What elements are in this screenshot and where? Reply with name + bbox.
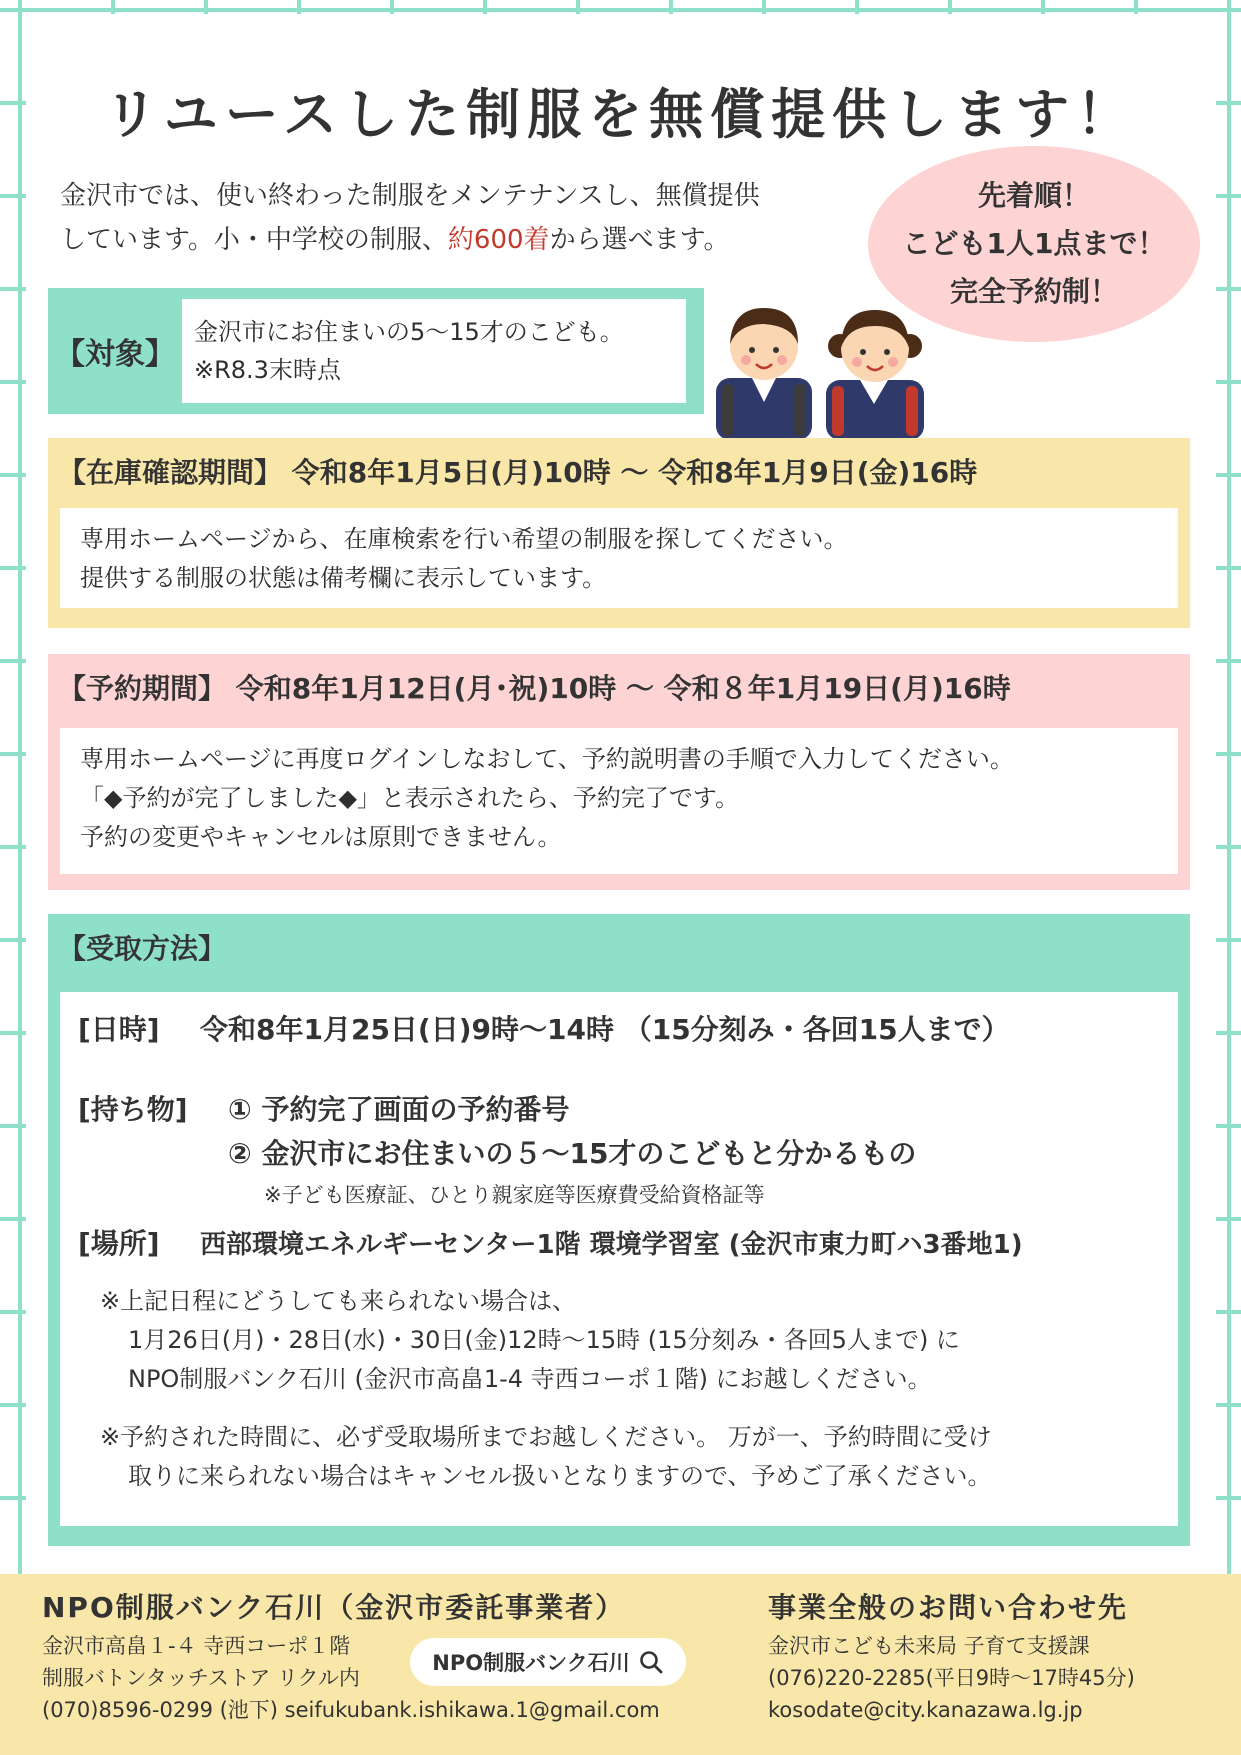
contact-dept: 金沢市こども未来局 子育て支援課 — [768, 1634, 1090, 1658]
pickup-panel — [48, 914, 1190, 1546]
intro-highlight: 約600着 — [447, 225, 550, 255]
reserve-line-1: 専用ホームページに再度ログインしなおして、予約説明書の手順で入力してください。 — [80, 745, 1014, 773]
search-pill[interactable] — [410, 1638, 686, 1686]
stock-check-panel — [48, 438, 1190, 628]
reservation-panel — [48, 654, 1190, 890]
badge-line-3: 完全予約制！ — [949, 275, 1118, 308]
intro-text — [60, 174, 880, 262]
reserve-line-2: 「◆予約が完了しました◆」と表示されたら、予約完了です。 — [80, 784, 739, 812]
stock-line-2: 提供する制服の状態は備考欄に表示しています。 — [80, 564, 607, 592]
stock-line-1: 専用ホームページから、在庫検索を行い希望の制服を探してください。 — [80, 525, 848, 553]
org-contact: (070)8596-0299 (池下) seifukubank.ishikawa.1@gmail.com — [42, 1698, 660, 1722]
item-2: ② 金沢市にお住まいの５～15才のこどもと分かるもの — [228, 1137, 917, 1170]
intro-line-1: 金沢市では、使い終わった制服をメンテナンスし、無償提供 — [60, 181, 760, 211]
items-label: [持ち物] — [78, 1093, 188, 1126]
contact-title: 事業全般のお問い合わせ先 — [768, 1591, 1129, 1624]
intro-line-2 — [60, 218, 880, 262]
search-pill-label: NPO制服バンク石川 — [432, 1651, 630, 1675]
badge-line-2: こども1人1点まで！ — [902, 227, 1166, 260]
org-address: 金沢市高畠１-４ 寺西コーポ１階 — [42, 1634, 351, 1658]
reservation-heading: 【予約期間】 令和8年1月12日(月･祝)10時 ～ 令和８年1月19日(月)16時 — [58, 672, 1011, 705]
target-line-1: 金沢市にお住まいの5～15才のこども。 — [194, 318, 624, 346]
alt-line-3: NPO制服バンク石川 (金沢市高畠1-4 寺西コーポ１階) にお越しください。 — [128, 1365, 932, 1393]
alt-line-1: ※上記日程にどうしても来られない場合は、 — [100, 1287, 577, 1315]
pickup-body — [60, 992, 1178, 1526]
stock-check-body — [60, 508, 1178, 608]
alt-line-2: 1月26日(月)・28日(水)・30日(金)12時～15時 (15分刻み・各回5人まで) に — [128, 1326, 960, 1354]
target-label: 【対象】 — [55, 337, 175, 372]
org-title: NPO制服バンク石川（金沢市委託事業者） — [42, 1591, 626, 1624]
item-2-note: ※子ども医療証、ひとり親家庭等医療費受給資格証等 — [264, 1183, 765, 1207]
contact-email: kosodate@city.kanazawa.lg.jp — [768, 1698, 1083, 1722]
stock-check-heading: 【在庫確認期間】 令和8年1月5日(月)10時 ～ 令和8年1月9日(金)16時 — [58, 456, 978, 489]
footer — [0, 1574, 1241, 1755]
page-title: リユースした制服を無償提供します！ — [103, 83, 1138, 146]
place-label: [場所] — [78, 1227, 160, 1260]
intro-line-2-post: から選べます。 — [549, 225, 730, 255]
item-1: ① 予約完了画面の予約番号 — [228, 1093, 570, 1126]
pickup-heading: 【受取方法】 — [58, 932, 227, 965]
datetime-label: [日時] — [78, 1013, 160, 1046]
badge-line-1: 先着順！ — [977, 179, 1090, 212]
intro-line-2-pre: しています。小・中学校の制服、 — [60, 225, 448, 255]
warn-line-1: ※予約された時間に、必ず受取場所までお越しください。 万が一、予約時間に受け — [100, 1423, 992, 1451]
target-body — [182, 299, 686, 403]
place-value: 西部環境エネルギーセンター1階 環境学習室 (金沢市東力町ハ3番地1) — [200, 1230, 1023, 1260]
target-line-2: ※R8.3末時点 — [194, 356, 341, 384]
warn-line-2: 取りに来られない場合はキャンセル扱いとなりますので、予めご了承ください。 — [128, 1462, 992, 1490]
contact-phone: (076)220-2285(平日9時～17時45分) — [768, 1666, 1135, 1690]
reservation-body — [60, 728, 1178, 874]
org-store: 制服バトンタッチストア リクル内 — [42, 1666, 360, 1690]
reserve-line-3: 予約の変更やキャンセルは原則できません。 — [80, 823, 562, 851]
students-illustration — [708, 298, 932, 440]
target-box — [48, 288, 704, 414]
datetime-value: 令和8年1月25日(日)9時～14時 （15分刻み・各回15人まで） — [200, 1013, 1010, 1046]
search-icon — [638, 1649, 664, 1675]
